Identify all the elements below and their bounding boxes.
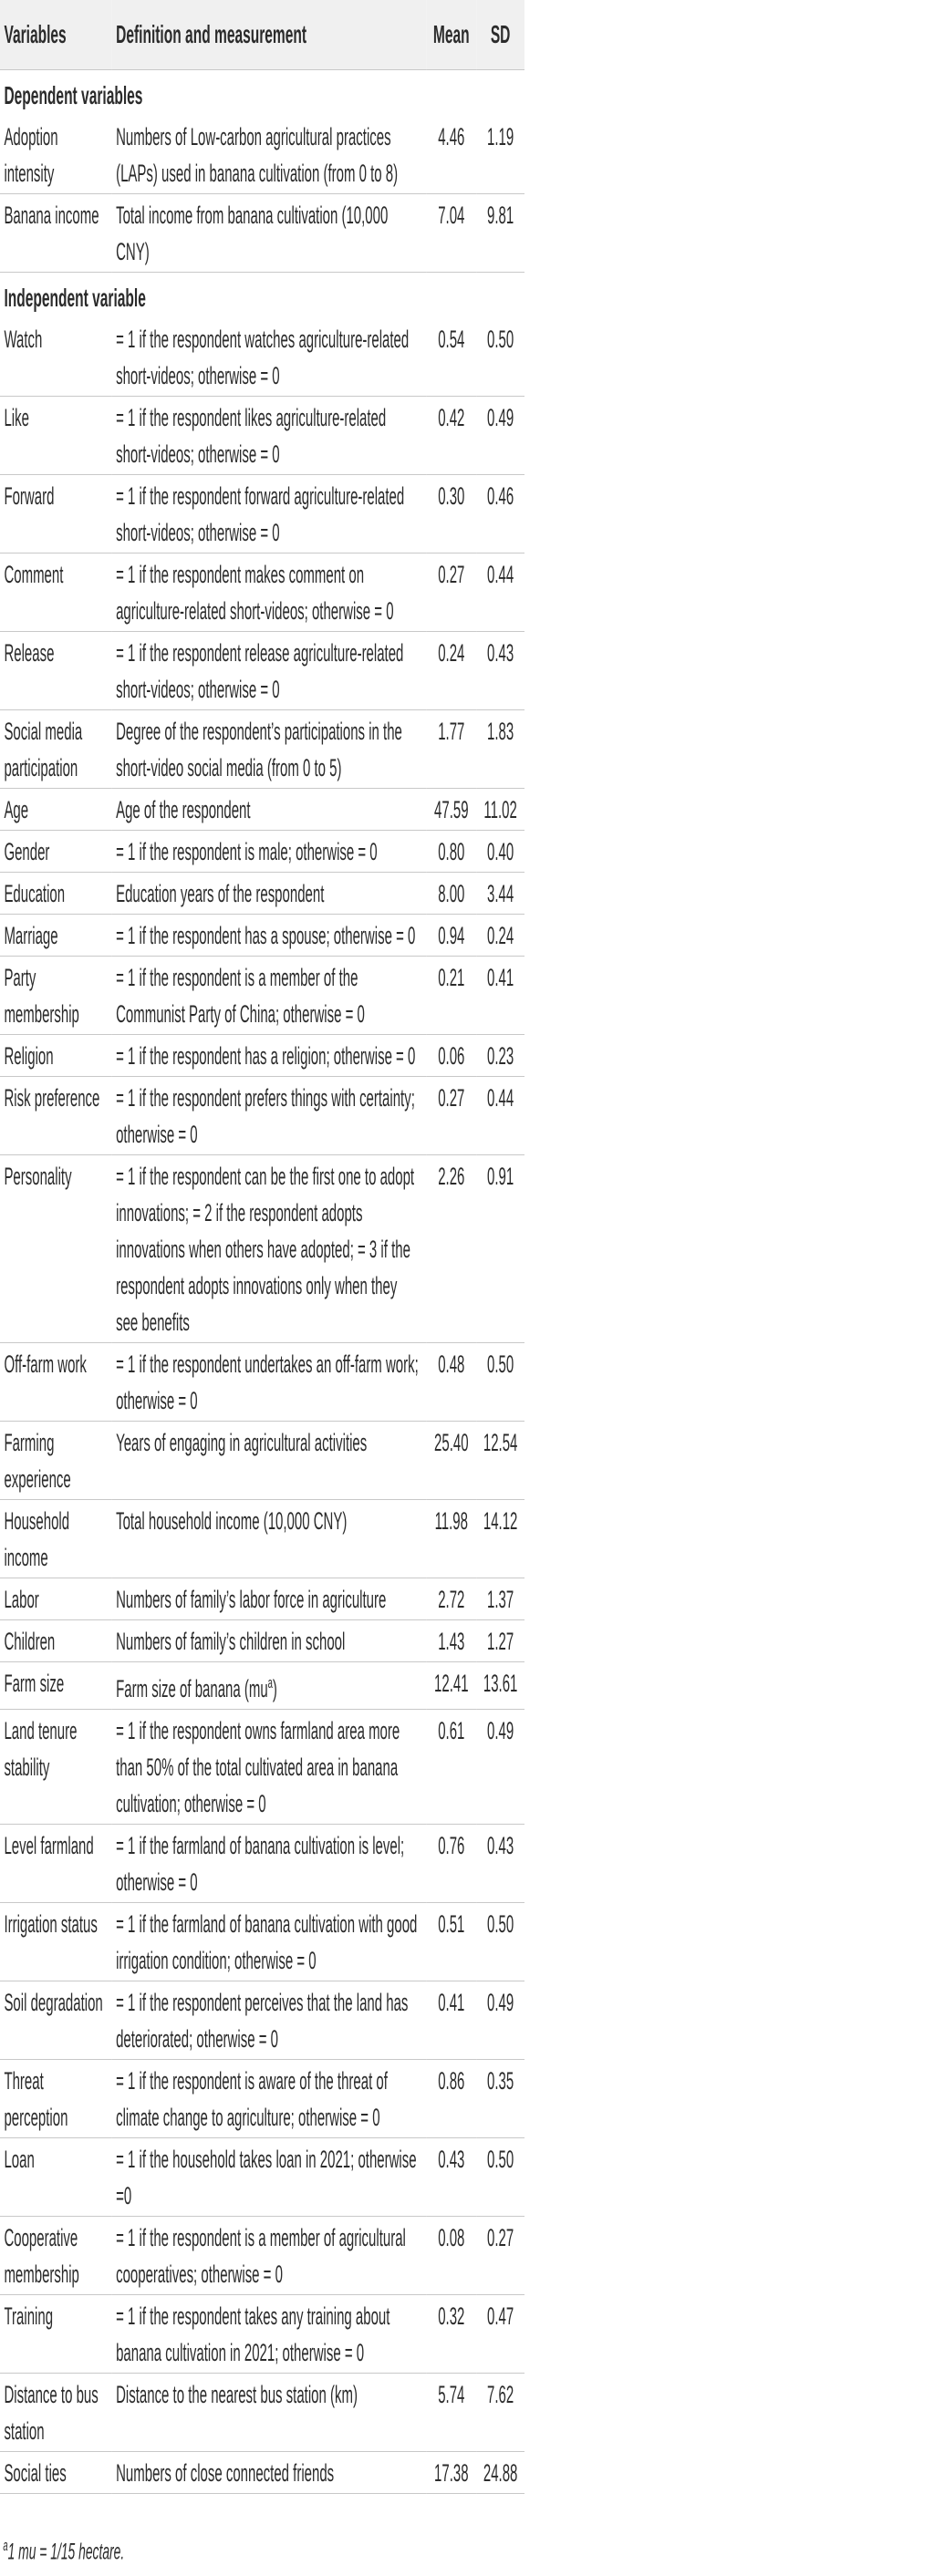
variable-definition: = 1 if the respondent makes comment on agriculture-related short-videos; otherwise = 0 [112, 553, 427, 632]
mean-value: 0.43 [426, 2138, 476, 2217]
variable-name: Training [0, 2295, 112, 2374]
table-row [0, 1710, 524, 1825]
sd-value: 0.47 [476, 2295, 524, 2374]
variable-name: Irrigation status [0, 1903, 112, 1981]
definition-text: Farm size of banana (mu [116, 1675, 268, 1702]
variable-name: Forward [0, 475, 112, 553]
sd-value: 0.50 [476, 1343, 524, 1422]
mean-value: 8.00 [426, 873, 476, 915]
table-row [0, 1155, 524, 1343]
table-row [0, 1035, 524, 1077]
mean-value: 0.54 [426, 318, 476, 397]
table-row [0, 873, 524, 915]
sd-value: 3.44 [476, 873, 524, 915]
sd-value: 0.50 [476, 1903, 524, 1981]
table-row [0, 1578, 524, 1620]
sd-value: 14.12 [476, 1500, 524, 1578]
variable-definition: = 1 if the respondent prefers things with certainty; otherwise = 0 [112, 1077, 427, 1155]
variable-definition: = 1 if the respondent owns farmland area more than 50% of the total cultivated area in banana cultivation; otherwise = 0 [112, 1710, 427, 1825]
variable-name: Religion [0, 1035, 112, 1077]
variable-definition: Age of the respondent [112, 789, 427, 831]
sd-value: 0.43 [476, 1825, 524, 1903]
mean-value: 0.94 [426, 915, 476, 957]
variable-name: Social media participation [0, 710, 112, 789]
mean-value: 0.42 [426, 397, 476, 475]
sd-value: 12.54 [476, 1422, 524, 1500]
sd-value: 11.02 [476, 789, 524, 831]
mean-value: 0.30 [426, 475, 476, 553]
mean-value: 7.04 [426, 194, 476, 273]
variable-definition: = 1 if the respondent has a religion; otherwise = 0 [112, 1035, 427, 1077]
variable-definition: = 1 if the respondent likes agriculture-related short-videos; otherwise = 0 [112, 397, 427, 475]
table-row [0, 1077, 524, 1155]
mean-value: 0.32 [426, 2295, 476, 2374]
sd-value: 0.49 [476, 1981, 524, 2060]
sd-value: 0.91 [476, 1155, 524, 1343]
table-row [0, 1903, 524, 1981]
table-row [0, 1825, 524, 1903]
variable-name: Marriage [0, 915, 112, 957]
variable-name: Level farmland [0, 1825, 112, 1903]
variable-name: Age [0, 789, 112, 831]
table-row [0, 318, 524, 397]
variable-name: Party membership [0, 957, 112, 1035]
variable-definition: Numbers of family’s children in school [112, 1620, 427, 1662]
sd-value: 0.44 [476, 553, 524, 632]
table-row [0, 475, 524, 553]
sd-value: 0.35 [476, 2060, 524, 2138]
variable-name: Risk preference [0, 1077, 112, 1155]
variable-definition: = 1 if the household takes loan in 2021; otherwise =0 [112, 2138, 427, 2217]
mean-value: 0.06 [426, 1035, 476, 1077]
mean-value: 11.98 [426, 1500, 476, 1578]
table-row [0, 2374, 524, 2452]
variable-name: Gender [0, 831, 112, 873]
sd-value: 24.88 [476, 2452, 524, 2494]
header-mean: Mean [426, 0, 476, 70]
variable-name: Household income [0, 1500, 112, 1578]
variable-name: Personality [0, 1155, 112, 1343]
sd-value: 1.27 [476, 1620, 524, 1662]
mean-value: 1.43 [426, 1620, 476, 1662]
section-row-dependent [0, 70, 524, 117]
sd-value: 1.83 [476, 710, 524, 789]
sd-value: 0.40 [476, 831, 524, 873]
mean-value: 0.27 [426, 1077, 476, 1155]
mean-value: 0.41 [426, 1981, 476, 2060]
mean-value: 0.21 [426, 957, 476, 1035]
variable-name: Children [0, 1620, 112, 1662]
mean-value: 4.46 [426, 116, 476, 194]
mean-value: 0.86 [426, 2060, 476, 2138]
variable-name: Soil degradation [0, 1981, 112, 2060]
variable-definition: = 1 if the respondent forward agriculture-related short-videos; otherwise = 0 [112, 475, 427, 553]
variable-definition: = 1 if the farmland of banana cultivation with good irrigation condition; otherwise = 0 [112, 1903, 427, 1981]
variable-definition: = 1 if the respondent can be the first one to adopt innovations; = 2 if the respondent adopts innovations when others have adopted; = 3 if the respondent adopts innovations only when they see benefits [112, 1155, 427, 1343]
mean-value: 5.74 [426, 2374, 476, 2452]
sd-value: 13.61 [476, 1662, 524, 1710]
sd-value: 0.44 [476, 1077, 524, 1155]
table-row [0, 1981, 524, 2060]
sd-value: 0.46 [476, 475, 524, 553]
definition-end: ) [272, 1675, 277, 1702]
mean-value: 0.76 [426, 1825, 476, 1903]
sd-value: 0.23 [476, 1035, 524, 1077]
sd-value: 7.62 [476, 2374, 524, 2452]
variable-definition: = 1 if the farmland of banana cultivation is level; otherwise = 0 [112, 1825, 427, 1903]
table-row [0, 957, 524, 1035]
mean-value: 17.38 [426, 2452, 476, 2494]
mean-value: 0.51 [426, 1903, 476, 1981]
variable-name: Release [0, 632, 112, 710]
variable-name: Farm size [0, 1662, 112, 1710]
sd-value: 0.49 [476, 1710, 524, 1825]
variable-definition: Years of engaging in agricultural activities [112, 1422, 427, 1500]
footnote-text: 1 mu = 1/15 hectare. [7, 2539, 125, 2565]
table-row [0, 789, 524, 831]
variable-name: Education [0, 873, 112, 915]
sd-value: 1.19 [476, 116, 524, 194]
mean-value: 0.80 [426, 831, 476, 873]
mean-value: 12.41 [426, 1662, 476, 1710]
mean-value: 0.27 [426, 553, 476, 632]
table-row [0, 1343, 524, 1422]
table-row [0, 1662, 524, 1710]
table-row [0, 116, 524, 194]
table-row [0, 1620, 524, 1662]
variable-name: Farming experience [0, 1422, 112, 1500]
table-row [0, 2217, 524, 2295]
table-row [0, 710, 524, 789]
variable-definition: Numbers of family’s labor force in agriculture [112, 1578, 427, 1620]
variable-definition: = 1 if the respondent is male; otherwise = 0 [112, 831, 427, 873]
header-variables: Variables [0, 0, 112, 70]
variable-name: Loan [0, 2138, 112, 2217]
sd-value: 0.50 [476, 318, 524, 397]
table-row [0, 553, 524, 632]
section-title: Independent variable [4, 284, 146, 312]
table-row [0, 397, 524, 475]
variable-definition: = 1 if the respondent watches agriculture-related short-videos; otherwise = 0 [112, 318, 427, 397]
table-row [0, 2138, 524, 2217]
variable-definition: Education years of the respondent [112, 873, 427, 915]
section-row-independent [0, 273, 524, 319]
mean-value: 0.24 [426, 632, 476, 710]
mean-value: 0.48 [426, 1343, 476, 1422]
variable-name: Land tenure stability [0, 1710, 112, 1825]
header-definition: Definition and measurement [112, 0, 427, 70]
sd-value: 9.81 [476, 194, 524, 273]
sd-value: 0.49 [476, 397, 524, 475]
variable-name: Cooperative membership [0, 2217, 112, 2295]
variable-name: Banana income [0, 194, 112, 273]
table-body [0, 70, 524, 2494]
variable-name: Like [0, 397, 112, 475]
section-title: Dependent variables [4, 81, 143, 109]
variable-name: Threat perception [0, 2060, 112, 2138]
sd-value: 0.27 [476, 2217, 524, 2295]
footnote-ref: a [267, 1674, 273, 1691]
mean-value: 25.40 [426, 1422, 476, 1500]
footnote [3, 2537, 124, 2565]
variable-name: Distance to bus station [0, 2374, 112, 2452]
variable-definition: = 1 if the respondent is a member of agricultural cooperatives; otherwise = 0 [112, 2217, 427, 2295]
mean-value: 0.08 [426, 2217, 476, 2295]
sd-value: 0.50 [476, 2138, 524, 2217]
variable-definition: Numbers of close connected friends [112, 2452, 427, 2494]
footnote-mark: a [3, 2537, 8, 2554]
variable-definition: Total income from banana cultivation (10,000 CNY) [112, 194, 427, 273]
variable-definition: Total household income (10,000 CNY) [112, 1500, 427, 1578]
variable-definition: Distance to the nearest bus station (km) [112, 2374, 427, 2452]
variable-name: Comment [0, 553, 112, 632]
variable-name: Watch [0, 318, 112, 397]
variable-name: Off-farm work [0, 1343, 112, 1422]
variable-definition: = 1 if the respondent takes any training about banana cultivation in 2021; otherwise = 0 [112, 2295, 427, 2374]
table-row [0, 632, 524, 710]
table-row [0, 1422, 524, 1500]
sd-value: 1.37 [476, 1578, 524, 1620]
table-row [0, 915, 524, 957]
mean-value: 2.26 [426, 1155, 476, 1343]
variable-definition: = 1 if the respondent perceives that the land has deteriorated; otherwise = 0 [112, 1981, 427, 2060]
mean-value: 1.77 [426, 710, 476, 789]
variable-name: Social ties [0, 2452, 112, 2494]
variable-name: Adoption intensity [0, 116, 112, 194]
header-row [0, 0, 524, 70]
sd-value: 0.41 [476, 957, 524, 1035]
variable-definition [112, 1662, 427, 1710]
mean-value: 2.72 [426, 1578, 476, 1620]
table-row [0, 2060, 524, 2138]
variable-definition: = 1 if the respondent is aware of the threat of climate change to agriculture; otherwise = 0 [112, 2060, 427, 2138]
variable-definition: = 1 if the respondent is a member of the Communist Party of China; otherwise = 0 [112, 957, 427, 1035]
sd-value: 0.43 [476, 632, 524, 710]
table-row [0, 2452, 524, 2494]
variable-definition: Numbers of Low-carbon agricultural practices (LAPs) used in banana cultivation (from 0 to 8) [112, 116, 427, 194]
table-row [0, 831, 524, 873]
table-row [0, 1500, 524, 1578]
variable-definition: = 1 if the respondent release agriculture-related short-videos; otherwise = 0 [112, 632, 427, 710]
header-sd: SD [476, 0, 524, 70]
variable-definition: = 1 if the respondent undertakes an off-farm work; otherwise = 0 [112, 1343, 427, 1422]
table-row [0, 194, 524, 273]
variable-definition: = 1 if the respondent has a spouse; otherwise = 0 [112, 915, 427, 957]
sd-value: 0.24 [476, 915, 524, 957]
mean-value: 47.59 [426, 789, 476, 831]
variable-name: Labor [0, 1578, 112, 1620]
variable-definition: Degree of the respondent’s participations in the short-video social media (from 0 to 5) [112, 710, 427, 789]
mean-value: 0.61 [426, 1710, 476, 1825]
table-row [0, 2295, 524, 2374]
